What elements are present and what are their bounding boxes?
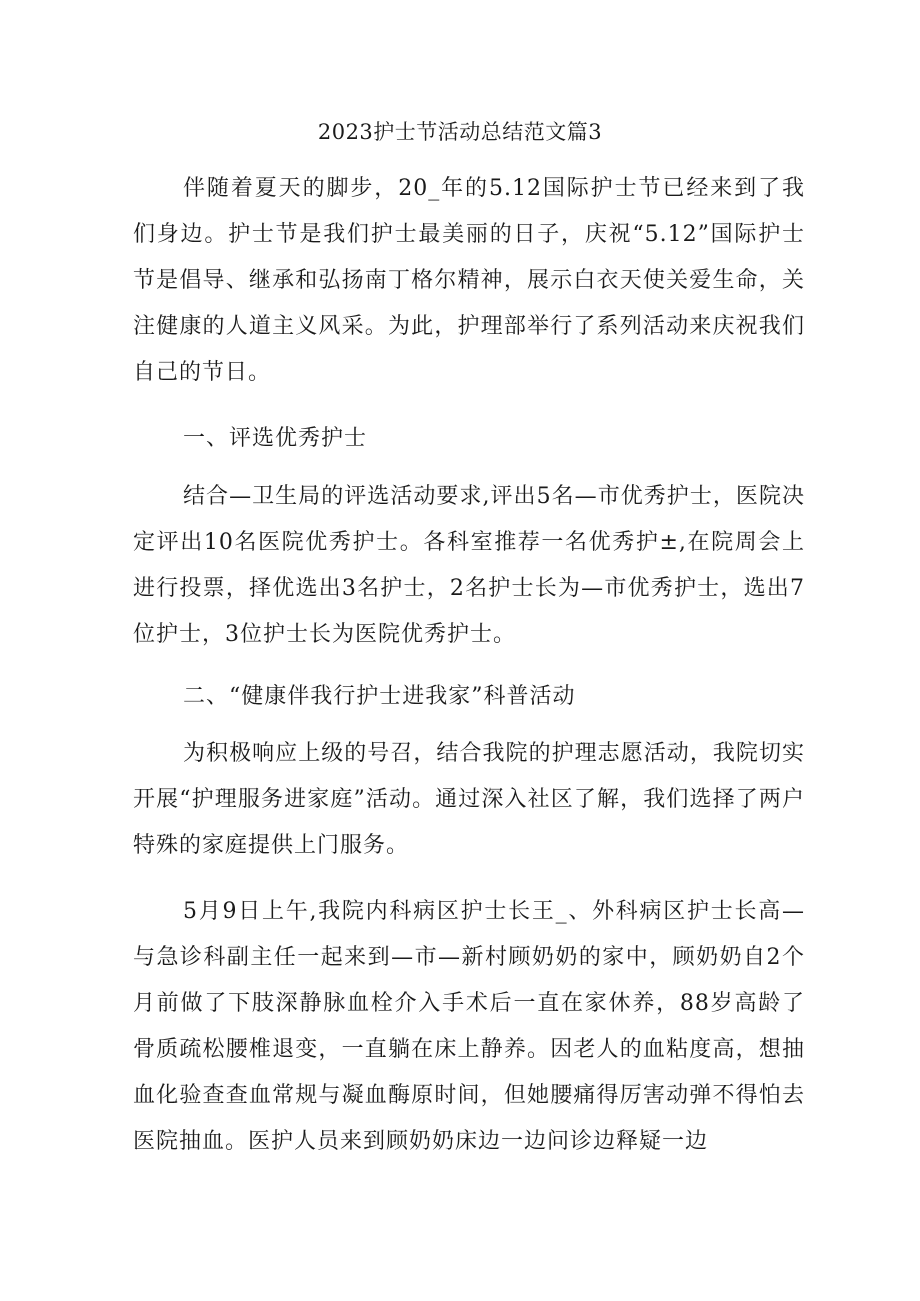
section-heading-1: 一、评选优秀护士 <box>183 426 368 451</box>
section-2-paragraph: 为积极响应上级的号召，结合我院的护理志愿活动，我院切实开展“护理服务进家庭”活动。通过深入社区了解，我们选择了两户特殊的家庭提供上门服务。 <box>133 741 805 858</box>
home-visit-paragraph: 5月9日上午,我院内科病区护士长王_、外科病区护士长高—与急诊科副主任一起来到—市—新村顾奶奶的家中，顾奶奶自2个月前做了下肢深静脉血栓介入手术后一直在家休养，88岁高龄了骨质疏松腰椎退变，一直躺在床上静养。因老人的血粘度高，想抽血化验查查血常规与凝血酶原时间，但她腰痛得厉害动弹不得怕去医院抽血。医护人员来到顾奶奶床边一边问诊边释疑一边 <box>133 899 805 1154</box>
section-heading-2: 二、“健康伴我行护士进我家”科普活动 <box>183 684 576 709</box>
document-title: 2023护士节活动总结范文篇3 <box>317 120 603 144</box>
intro-paragraph: 伴随着夏天的脚步，20_年的5.12国际护士节已经来到了我们身边。护士节是我们护士最美丽的日子，庆祝“5.12”国际护士节是倡导、继承和弘扬南丁格尔精神，展示白衣天使关爱生命，关注健康的人道主义风采。为此，护理部举行了系列活动来庆祝我们自己的节日。 <box>133 176 805 385</box>
section-1-paragraph: 结合—卫生局的评选活动要求,评出5名—市优秀护士，医院决定评出10名医院优秀护士。各科室推荐一名优秀护±,在院周会上进行投票，择优选出3名护士，2名护士长为—市优秀护士，选出7位护士，3位护士长为医院优秀护士。 <box>133 484 805 647</box>
